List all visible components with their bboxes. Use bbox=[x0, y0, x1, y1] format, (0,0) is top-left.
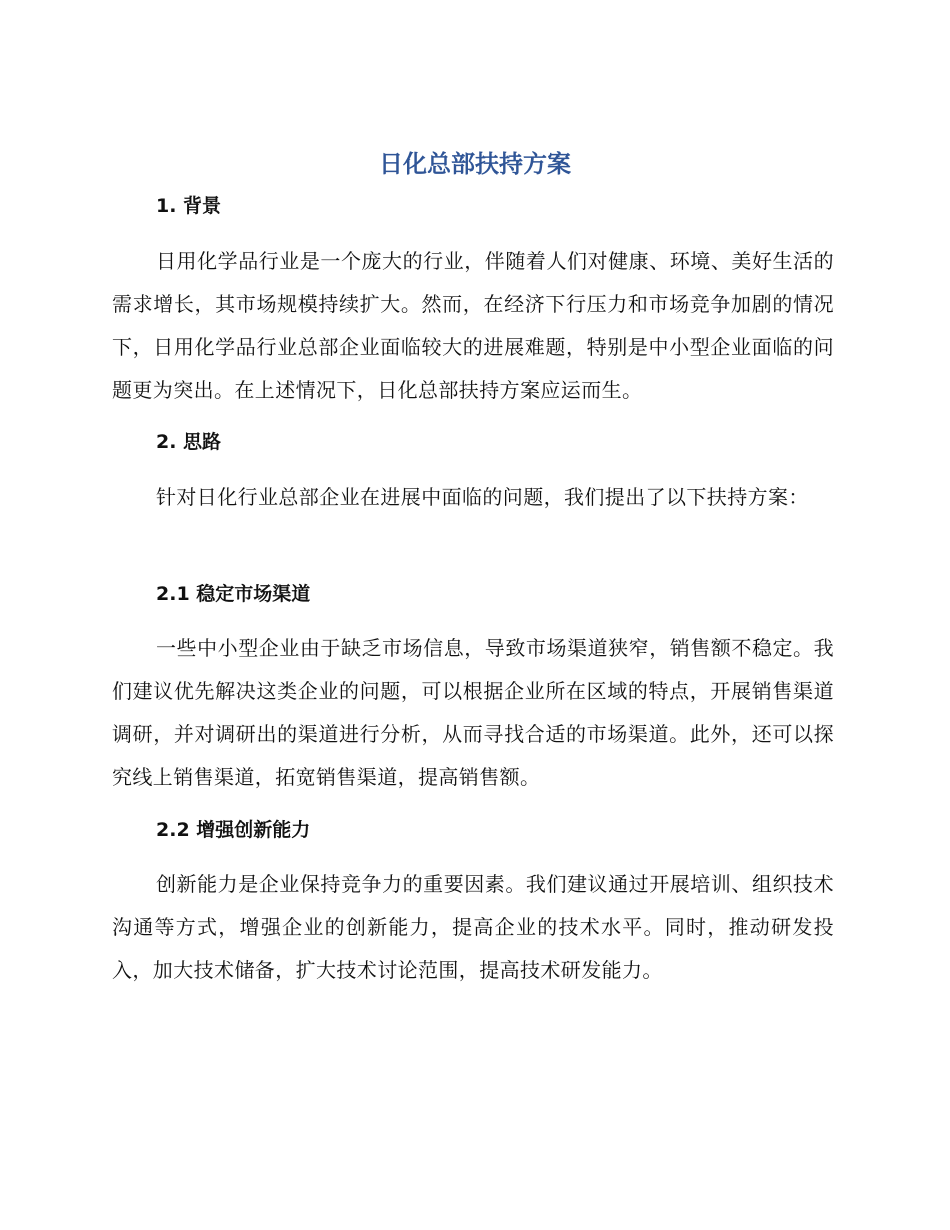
section-heading-approach: 2. 思路 bbox=[156, 431, 222, 453]
section-heading-innovation: 2.2 增强创新能力 bbox=[156, 819, 311, 841]
section-paragraph-approach: 针对日化行业总部企业在进展中面临的问题，我们提出了以下扶持方案： bbox=[156, 485, 809, 509]
section-paragraph-market-channels: 一些中小型企业由于缺乏市场信息，导致市场渠道狭窄，销售额不稳定。我们建议优先解决这类企业的问题，可以根据企业所在区域的特点，开展销售渠道调研，并对调研出的渠道进行分析，从而寻找合适的市场渠道。此外，还可以探究线上销售渠道，拓宽销售渠道，提高销售额。 bbox=[112, 636, 834, 789]
section-heading-market-channels: 2.1 稳定市场渠道 bbox=[156, 583, 311, 605]
section-heading-background: 1. 背景 bbox=[156, 195, 222, 217]
section-paragraph-innovation: 创新能力是企业保持竞争力的重要因素。我们建议通过开展培训、组织技术沟通等方式，增强企业的创新能力，提高企业的技术水平。同时，推动研发投入，加大技术储备，扩大技术讨论范围，提高技术研发能力。 bbox=[112, 872, 834, 982]
document-title: 日化总部扶持方案 bbox=[379, 150, 571, 178]
section-paragraph-background: 日用化学品行业是一个庞大的行业，伴随着人们对健康、环境、美好生活的需求增长，其市场规模持续扩大。然而，在经济下行压力和市场竞争加剧的情况下，日用化学品行业总部企业面临较大的进展难题，特别是中小型企业面临的问题更为突出。在上述情况下，日化总部扶持方案应运而生。 bbox=[112, 249, 834, 402]
